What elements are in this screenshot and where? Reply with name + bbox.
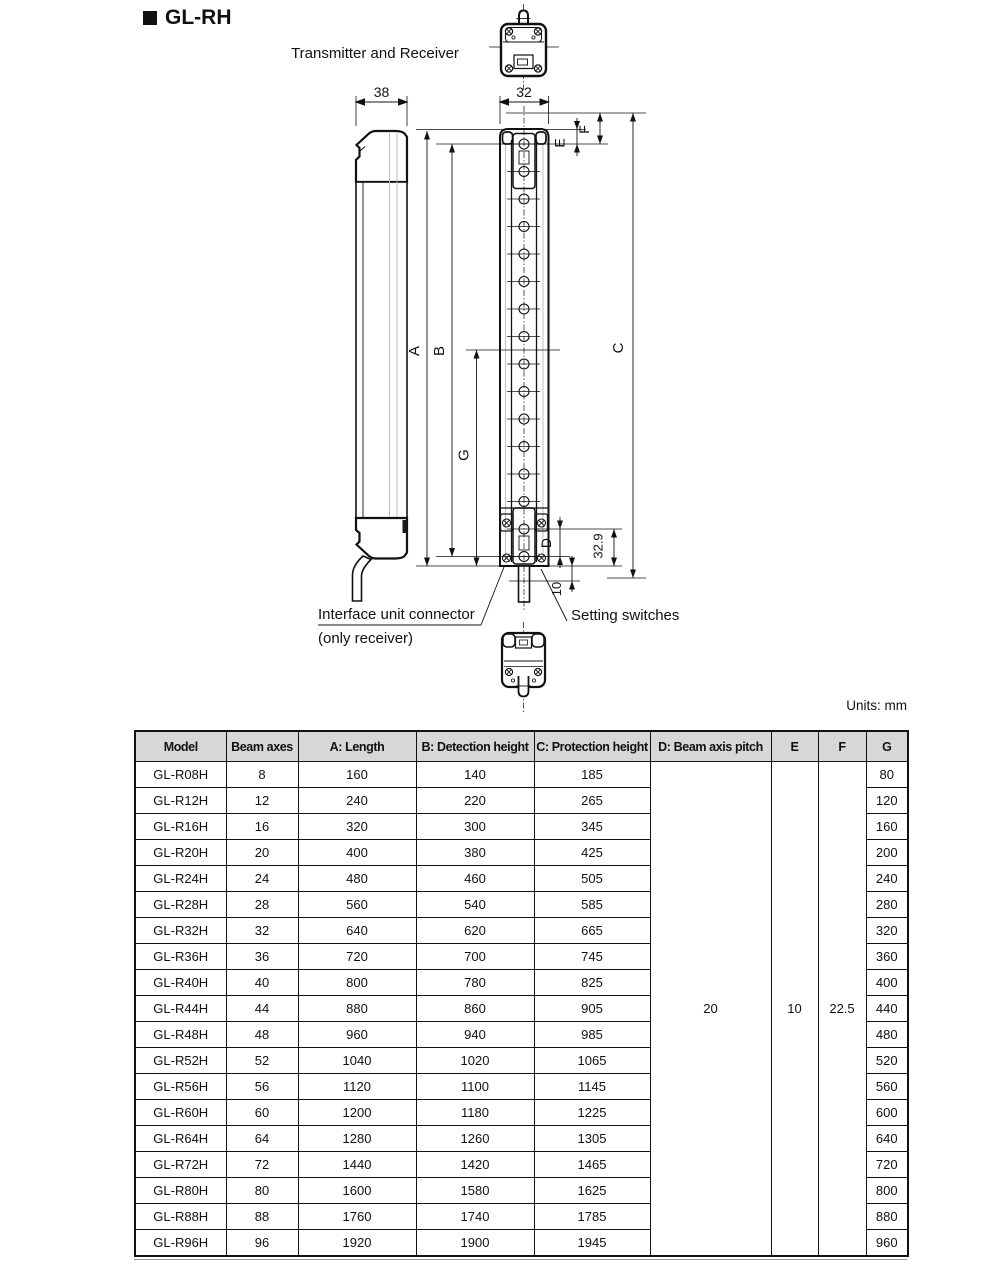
cell-axes: 36: [226, 944, 298, 970]
cell-b: 460: [416, 866, 534, 892]
cell-g: 160: [866, 814, 908, 840]
cell-a: 400: [298, 840, 416, 866]
spec-table-header-row: [135, 731, 908, 762]
cell-model: GL-R72H: [135, 1152, 226, 1178]
cell-g: 200: [866, 840, 908, 866]
cell-c: 1465: [534, 1152, 650, 1178]
cell-b: 140: [416, 762, 534, 788]
cell-c: 1625: [534, 1178, 650, 1204]
dim-32: 32: [516, 84, 532, 100]
callout-setting-switches: Setting switches: [571, 607, 680, 624]
cell-a: 320: [298, 814, 416, 840]
top-end-view: [489, 4, 559, 90]
cell-a: 800: [298, 970, 416, 996]
dim-d: D: [538, 537, 554, 549]
cell-a: 480: [298, 866, 416, 892]
cell-a: 1440: [298, 1152, 416, 1178]
cell-model: GL-R80H: [135, 1178, 226, 1204]
cell-a: 1040: [298, 1048, 416, 1074]
cell-g: 120: [866, 788, 908, 814]
cell-g: 960: [866, 1230, 908, 1257]
cell-c: 1785: [534, 1204, 650, 1230]
cell-b: 1580: [416, 1178, 534, 1204]
cell-axes: 24: [226, 866, 298, 892]
cell-g: 720: [866, 1152, 908, 1178]
cell-model: GL-R08H: [135, 762, 226, 788]
cell-model: GL-R36H: [135, 944, 226, 970]
dim-f: F: [576, 125, 592, 134]
cell-model: GL-R40H: [135, 970, 226, 996]
callout-interface-connector: Interface unit connector: [318, 606, 475, 623]
cell-axes: 64: [226, 1126, 298, 1152]
dim-b: B: [431, 345, 448, 357]
cell-model: GL-R48H: [135, 1022, 226, 1048]
cell-d-pitch: 20: [650, 762, 771, 1257]
drawing-caption: Transmitter and Receiver: [291, 45, 459, 62]
cell-c: 745: [534, 944, 650, 970]
cell-axes: 80: [226, 1178, 298, 1204]
cell-model: GL-R56H: [135, 1074, 226, 1100]
cell-c: 185: [534, 762, 650, 788]
cell-axes: 40: [226, 970, 298, 996]
cell-model: GL-R96H: [135, 1230, 226, 1257]
cell-c: 585: [534, 892, 650, 918]
section-title: [143, 6, 232, 30]
dim-e: E: [551, 138, 568, 148]
cell-g: 600: [866, 1100, 908, 1126]
cell-b: 1740: [416, 1204, 534, 1230]
column-header-1: Beam axes: [226, 731, 298, 762]
cell-c: 1945: [534, 1230, 650, 1257]
cell-c: 1145: [534, 1074, 650, 1100]
cell-axes: 96: [226, 1230, 298, 1257]
cell-a: 240: [298, 788, 416, 814]
cell-axes: 56: [226, 1074, 298, 1100]
cell-b: 1020: [416, 1048, 534, 1074]
cell-c: 665: [534, 918, 650, 944]
dim-32-9: 32.9: [590, 533, 606, 559]
cell-g: 880: [866, 1204, 908, 1230]
spec-table: [134, 730, 909, 1257]
units-note: Units: mm: [846, 698, 907, 713]
cell-axes: 48: [226, 1022, 298, 1048]
cell-c: 265: [534, 788, 650, 814]
cell-model: GL-R20H: [135, 840, 226, 866]
column-header-3: B: Detection height: [416, 731, 534, 762]
cell-b: 380: [416, 840, 534, 866]
cell-model: GL-R24H: [135, 866, 226, 892]
cell-b: 300: [416, 814, 534, 840]
cell-c: 905: [534, 996, 650, 1022]
column-header-2: A: Length: [298, 731, 416, 762]
column-header-7: F: [818, 731, 866, 762]
cell-b: 540: [416, 892, 534, 918]
cell-f: 22.5: [818, 762, 866, 1257]
cell-model: GL-R12H: [135, 788, 226, 814]
cell-a: 160: [298, 762, 416, 788]
cell-c: 425: [534, 840, 650, 866]
cell-a: 960: [298, 1022, 416, 1048]
cell-c: 825: [534, 970, 650, 996]
cell-e: 10: [771, 762, 818, 1257]
cell-c: 1305: [534, 1126, 650, 1152]
cell-b: 1100: [416, 1074, 534, 1100]
cell-a: 640: [298, 918, 416, 944]
cell-c: 985: [534, 1022, 650, 1048]
cell-g: 800: [866, 1178, 908, 1204]
column-header-5: D: Beam axis pitch: [650, 731, 771, 762]
cell-g: 360: [866, 944, 908, 970]
cell-model: GL-R64H: [135, 1126, 226, 1152]
cell-model: GL-R16H: [135, 814, 226, 840]
cell-c: 1225: [534, 1100, 650, 1126]
cell-model: GL-R52H: [135, 1048, 226, 1074]
cell-c: 505: [534, 866, 650, 892]
cell-axes: 52: [226, 1048, 298, 1074]
cell-b: 940: [416, 1022, 534, 1048]
cell-axes: 8: [226, 762, 298, 788]
cell-axes: 28: [226, 892, 298, 918]
cell-model: GL-R32H: [135, 918, 226, 944]
cell-b: 1420: [416, 1152, 534, 1178]
dim-g: G: [455, 449, 473, 461]
cell-model: GL-R60H: [135, 1100, 226, 1126]
cell-axes: 88: [226, 1204, 298, 1230]
dim-a: A: [406, 345, 423, 357]
cell-a: 1760: [298, 1204, 416, 1230]
cell-g: 400: [866, 970, 908, 996]
cell-a: 880: [298, 996, 416, 1022]
cell-a: 560: [298, 892, 416, 918]
callout-only-receiver: (only receiver): [318, 630, 414, 647]
cell-axes: 60: [226, 1100, 298, 1126]
column-header-8: G: [866, 731, 908, 762]
cell-c: 1065: [534, 1048, 650, 1074]
cell-b: 620: [416, 918, 534, 944]
cell-g: 640: [866, 1126, 908, 1152]
cell-g: 520: [866, 1048, 908, 1074]
next-section-divider: [134, 1259, 907, 1260]
cell-g: 560: [866, 1074, 908, 1100]
cable: [353, 556, 372, 601]
cell-a: 1120: [298, 1074, 416, 1100]
cell-g: 80: [866, 762, 908, 788]
cell-a: 1600: [298, 1178, 416, 1204]
section-title-text: GL-RH: [165, 6, 232, 29]
cell-b: 860: [416, 996, 534, 1022]
cell-b: 220: [416, 788, 534, 814]
cell-b: 1260: [416, 1126, 534, 1152]
cell-b: 1180: [416, 1100, 534, 1126]
cell-g: 440: [866, 996, 908, 1022]
cell-g: 320: [866, 918, 908, 944]
dim-c: C: [610, 342, 627, 354]
table-row-GL-R08H: [135, 762, 908, 788]
section-square-icon: [143, 11, 157, 25]
cell-axes: 32: [226, 918, 298, 944]
cell-g: 280: [866, 892, 908, 918]
cell-model: GL-R88H: [135, 1204, 226, 1230]
side-view: [353, 96, 408, 601]
cell-model: GL-R28H: [135, 892, 226, 918]
cell-g: 480: [866, 1022, 908, 1048]
dim-38: 38: [373, 84, 390, 100]
cell-b: 1900: [416, 1230, 534, 1257]
front-view: [500, 96, 549, 610]
column-header-6: E: [771, 731, 818, 762]
cell-axes: 44: [226, 996, 298, 1022]
cell-a: 720: [298, 944, 416, 970]
cell-g: 240: [866, 866, 908, 892]
column-header-4: C: Protection height: [534, 731, 650, 762]
cell-b: 780: [416, 970, 534, 996]
cell-axes: 72: [226, 1152, 298, 1178]
dim-10: 10: [549, 581, 564, 597]
cell-axes: 16: [226, 814, 298, 840]
cell-a: 1920: [298, 1230, 416, 1257]
cell-a: 1280: [298, 1126, 416, 1152]
cell-model: GL-R44H: [135, 996, 226, 1022]
spec-table-body: [135, 762, 908, 1257]
cell-a: 1200: [298, 1100, 416, 1126]
cell-c: 345: [534, 814, 650, 840]
column-header-0: Model: [135, 731, 226, 762]
cell-axes: 20: [226, 840, 298, 866]
cell-axes: 12: [226, 788, 298, 814]
cell-b: 700: [416, 944, 534, 970]
